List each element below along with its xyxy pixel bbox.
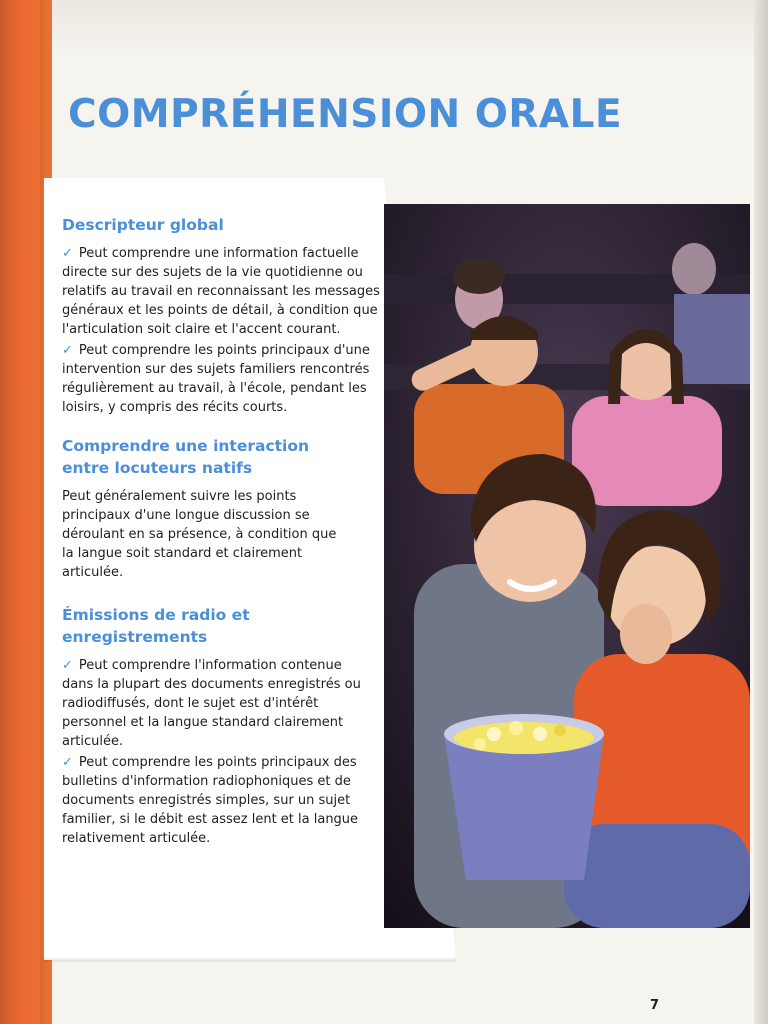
bullet-item: ✓ Peut comprendre les points principaux d'une intervention sur des sujets familiers rencontrés régulièrement au travail, à l'école, pendant les loisirs, y compris des récits courts.	[62, 343, 370, 415]
page-top-bleed	[52, 0, 754, 60]
section-radio	[62, 604, 392, 848]
section-heading: Émissions de radio et enregistrements	[62, 606, 250, 646]
text-content	[62, 214, 392, 848]
section-heading: Descripteur global	[62, 216, 224, 234]
bullet-item: ✓ Peut comprendre les points principaux des bulletins d'information radiophoniques et de documents enregistrés simples, sur un sujet familier, si le débit est assez lent et la langue relativement articulée.	[62, 755, 359, 846]
paragraph: Peut généralement suivre les points principaux d'une longue discussion se déroulant en sa présence, à condition que la langue soit standard et clairement articulée.	[62, 489, 337, 580]
text-card-shadow	[44, 958, 456, 962]
check-icon: ✓	[62, 658, 73, 673]
cinema-photo	[384, 204, 750, 928]
check-icon: ✓	[62, 755, 73, 770]
section-interaction	[62, 435, 392, 582]
page-number: 7	[650, 998, 660, 1013]
page-right-edge	[754, 0, 768, 1024]
check-icon: ✓	[62, 343, 73, 358]
page-title: COMPRÉHENSION ORALE	[68, 92, 623, 137]
cinema-photo-illustration	[384, 204, 750, 928]
bullet-item: ✓ Peut comprendre une information factuelle directe sur des sujets de la vie quotidienne ou relatifs au travail en reconnaissant les messages généraux et les points de détail, à condition que l'articulation soit claire et l'accent courant.	[62, 246, 380, 337]
section-descripteur-global	[62, 214, 392, 417]
check-icon: ✓	[62, 246, 73, 261]
section-heading: Comprendre une interaction entre locuteurs natifs	[62, 437, 310, 477]
bullet-item: ✓ Peut comprendre l'information contenue dans la plupart des documents enregistrés ou radiodiffusés, dont le sujet est d'intérêt personnel et la langue standard clairement articulée.	[62, 658, 361, 749]
